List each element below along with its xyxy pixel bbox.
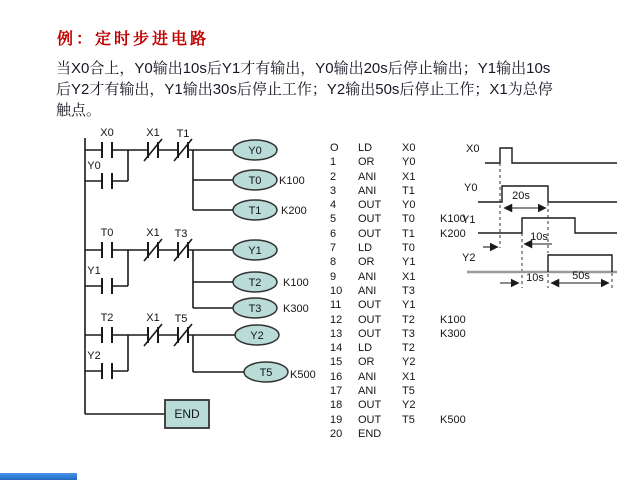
opcode: OUT [358, 213, 382, 226]
operand: T2 [402, 342, 415, 355]
instruction-row [330, 227, 470, 241]
step-number: 19 [330, 413, 343, 426]
instruction-row [330, 341, 470, 355]
opcode: OUT [358, 413, 382, 426]
k-value [440, 427, 470, 441]
signal-label: Y1 [462, 214, 476, 226]
contact-label: X1 [146, 127, 160, 139]
k-value-label: K500 [290, 369, 316, 381]
ladder-diagram [70, 118, 330, 440]
instruction-row [330, 284, 470, 298]
operand: T0 [402, 242, 415, 255]
operand: Y0 [402, 199, 416, 212]
end-block-label: END [174, 407, 200, 421]
operand [402, 427, 440, 441]
coil-label: Y0 [248, 145, 262, 157]
step-number: 15 [330, 356, 343, 369]
operand: X0 [402, 142, 416, 154]
contact-label: T5 [174, 313, 188, 325]
k-value: K500 [440, 413, 466, 426]
opcode: OR [358, 156, 375, 169]
k-value-label: K100 [279, 175, 305, 187]
k-value: K100 [440, 313, 466, 326]
instruction-row [330, 170, 470, 184]
opcode: ANI [358, 184, 377, 197]
instruction-row [330, 241, 470, 255]
contact-label: X1 [146, 227, 160, 239]
instruction-row [330, 398, 470, 412]
instruction-row [330, 355, 470, 369]
opcode: OUT [358, 327, 382, 340]
instruction-row [330, 384, 470, 398]
duration-label: 20s [512, 190, 530, 202]
k-value: K200 [440, 227, 466, 240]
duration-label: 50s [572, 270, 590, 282]
duration-label: 10s [530, 231, 548, 243]
operand: Y2 [402, 356, 416, 369]
operand: T5 [402, 385, 415, 398]
coil-label: T1 [248, 205, 262, 217]
step-number: 13 [330, 327, 343, 340]
operand: Y2 [402, 399, 416, 412]
instruction-row [330, 198, 470, 212]
coil-label: T5 [259, 367, 273, 379]
coil-label: Y1 [248, 245, 262, 257]
instruction-row [330, 141, 470, 155]
step-number: 5 [330, 213, 337, 226]
x0-waveform [485, 148, 617, 163]
operand: T3 [402, 284, 415, 297]
step-number: 6 [330, 227, 337, 240]
opcode: OUT [358, 227, 382, 240]
operand: T2 [402, 313, 415, 326]
opcode: OUT [358, 199, 382, 212]
coil-label: Y2 [250, 330, 264, 342]
contact-label: Y2 [87, 350, 101, 362]
opcode: ANI [358, 385, 377, 398]
contact-label: Y1 [87, 265, 101, 277]
k-value: K100 [440, 213, 466, 226]
description-line-3: 触点。 [56, 102, 102, 119]
operand: Y1 [402, 299, 416, 312]
opcode: END [358, 427, 382, 440]
step-number: 11 [330, 299, 342, 312]
page-title: 例：定时步进电路 [57, 31, 210, 48]
instruction-row [330, 327, 470, 341]
contact-label: Y0 [87, 160, 101, 172]
signal-label: X0 [466, 143, 480, 155]
k-value-label: K200 [281, 205, 307, 217]
k-value [440, 384, 470, 398]
opcode: OR [358, 256, 375, 269]
k-value [440, 341, 470, 355]
opcode: OR [358, 356, 375, 369]
coil-label: T2 [248, 277, 262, 289]
step-number: 20 [330, 427, 343, 440]
opcode: ANI [358, 284, 377, 297]
k-value [440, 398, 470, 412]
k-value [440, 298, 470, 312]
y0-waveform [478, 186, 617, 202]
description-line-1: 当X0合上，Y0输出10s后Y1才有输出，Y0输出20s后停止输出；Y1输出10s [56, 60, 551, 77]
step-number: 18 [330, 399, 343, 412]
signal-label: Y0 [464, 182, 478, 194]
k-value [440, 370, 470, 384]
instruction-row [330, 212, 470, 226]
opcode: LD [358, 342, 373, 355]
instruction-row [330, 255, 470, 269]
operand: X1 [402, 270, 416, 283]
instruction-row [330, 370, 470, 384]
dashed-guides [500, 163, 612, 288]
step-number: 12 [330, 313, 343, 326]
contact-label: T3 [174, 228, 188, 240]
operand: Y0 [402, 156, 416, 169]
step-number: 16 [330, 370, 343, 383]
description [56, 58, 622, 121]
coil-label: T0 [248, 175, 262, 187]
step-number: 17 [330, 385, 343, 398]
step-number: 8 [330, 256, 337, 269]
contact-label: X0 [100, 127, 114, 139]
instruction-row [330, 427, 470, 441]
step-number: 4 [330, 199, 337, 212]
operand: T1 [402, 184, 415, 197]
contact-label: X1 [146, 312, 160, 324]
opcode: LD [358, 242, 373, 255]
opcode: OUT [358, 399, 382, 412]
step-number: 7 [330, 242, 337, 255]
step-number: 9 [330, 270, 337, 283]
description-line-2: 后Y2才有输出，Y1输出30s后停止工作；Y2输出50s后停止工作；X1为总停 [56, 81, 553, 98]
operand: T0 [402, 213, 415, 226]
k-value [440, 355, 470, 369]
instruction-row [330, 298, 470, 312]
instruction-row [330, 313, 470, 327]
operand: T5 [402, 413, 415, 426]
step-number: 14 [330, 342, 343, 355]
opcode: OUT [358, 313, 382, 326]
contact-label: T2 [100, 312, 114, 324]
instruction-row [330, 413, 470, 427]
opcode: ANI [358, 170, 377, 183]
operand: T1 [402, 227, 415, 240]
operand: T3 [402, 327, 415, 340]
instruction-row [330, 155, 470, 169]
timing-diagram [455, 128, 640, 293]
operand: X1 [402, 170, 416, 183]
step-number: O [330, 142, 339, 154]
contact-label: T0 [100, 227, 114, 239]
signal-label: Y2 [462, 252, 476, 264]
step-number: 3 [330, 184, 337, 197]
opcode: LD [358, 142, 373, 154]
instruction-list [330, 141, 470, 441]
step-number: 2 [330, 170, 337, 183]
opcode: ANI [358, 270, 377, 283]
instruction-row [330, 270, 470, 284]
k-value-label: K300 [283, 303, 309, 315]
progress-bar [0, 473, 77, 480]
instruction-row [330, 184, 470, 198]
operand: X1 [402, 370, 416, 383]
opcode: ANI [358, 370, 377, 383]
contact-label: T1 [176, 128, 190, 140]
duration-label: 10s [526, 272, 544, 284]
opcode: OUT [358, 299, 382, 312]
coil-label: T3 [248, 303, 262, 315]
k-value-label: K100 [283, 277, 309, 289]
step-number: 10 [330, 284, 343, 297]
operand: Y1 [402, 256, 416, 269]
ladder-wiring [85, 138, 244, 414]
step-number: 1 [330, 156, 337, 169]
k-value: K300 [440, 327, 466, 340]
